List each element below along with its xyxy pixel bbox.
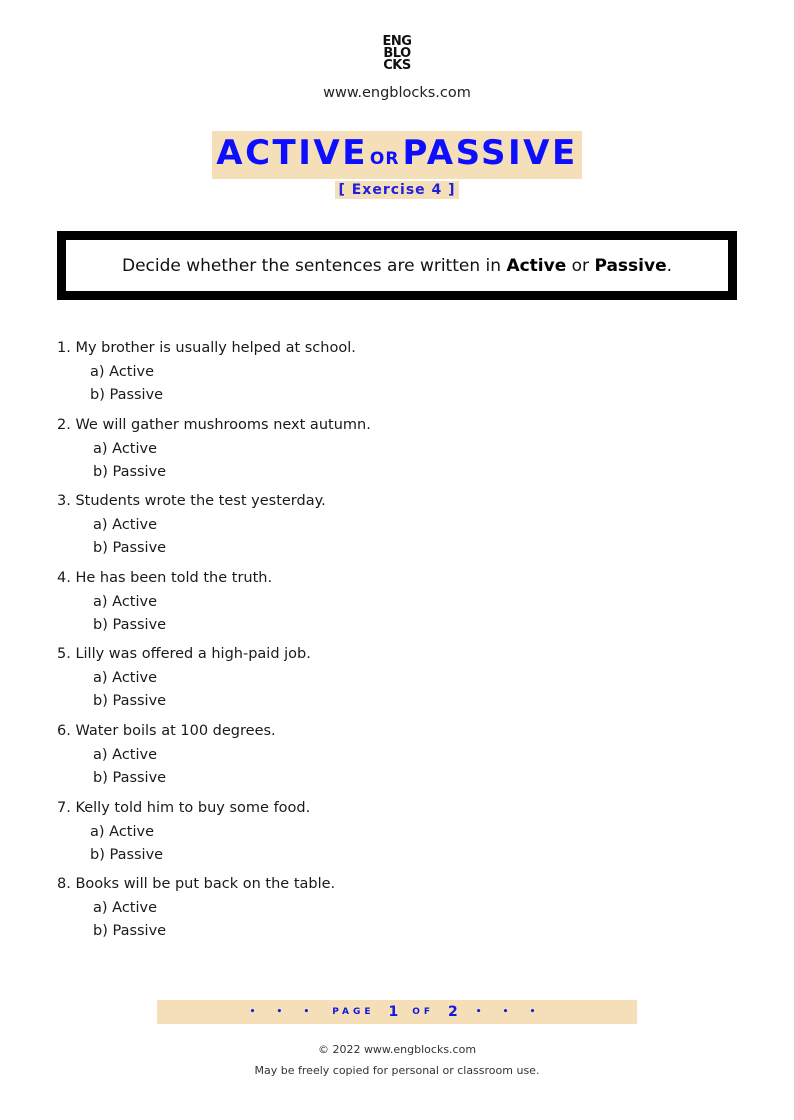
- question-item: [57, 339, 737, 416]
- logo-line-1: ENG: [382, 34, 412, 49]
- option-b[interactable]: b) Passive: [93, 693, 167, 710]
- page-current: 1: [388, 1004, 399, 1020]
- option-a[interactable]: a) Active: [93, 670, 158, 687]
- question-stem: 5. Lilly was offered a high-paid job.: [57, 646, 311, 663]
- option-b[interactable]: b) Passive: [90, 846, 164, 863]
- engblocks-logo: [0, 36, 794, 72]
- logo-line-3: CKS: [383, 58, 411, 73]
- title-connector-or: OR: [369, 149, 400, 169]
- question-item: [57, 569, 737, 646]
- question-stem: 8. Books will be put back on the table.: [57, 876, 336, 893]
- option-b[interactable]: b) Passive: [93, 616, 167, 633]
- instruction-text: [122, 256, 672, 276]
- instruction-suffix: .: [666, 255, 673, 276]
- question-list: [57, 339, 737, 952]
- site-url: www.engblocks.com: [323, 85, 471, 101]
- question-stem: 2. We will gather mushrooms next autumn.: [57, 416, 371, 433]
- title-word-passive: PASSIVE: [402, 133, 578, 173]
- instruction-term-passive: Passive: [594, 255, 667, 276]
- license-text: May be freely copied for personal or classroom use.: [254, 1064, 540, 1077]
- question-item: [57, 722, 737, 799]
- logo-line-2: BLO: [383, 46, 411, 61]
- instruction-middle: or: [566, 255, 595, 276]
- question-stem: 1. My brother is usually helped at school.: [57, 340, 356, 356]
- question-item: [57, 875, 737, 952]
- question-stem: 6. Water boils at 100 degrees.: [57, 722, 276, 739]
- option-b[interactable]: b) Passive: [93, 463, 167, 480]
- option-a[interactable]: a) Active: [93, 440, 158, 457]
- dots-right: • • •: [475, 1007, 545, 1017]
- page-indicator: [157, 1000, 637, 1024]
- option-a[interactable]: a) Active: [93, 593, 158, 610]
- option-b[interactable]: b) Passive: [93, 540, 167, 557]
- option-a[interactable]: a) Active: [93, 517, 158, 534]
- option-a[interactable]: a) Active: [90, 823, 155, 840]
- question-item: [57, 799, 737, 876]
- question-stem: 7. Kelly told him to buy some food.: [57, 799, 311, 816]
- subtitle-block: [0, 179, 794, 199]
- worksheet-title: [212, 131, 581, 179]
- question-item: [57, 492, 737, 569]
- question-item: [57, 645, 737, 722]
- question-stem: 3. Students wrote the test yesterday.: [57, 493, 326, 510]
- title-block: [0, 131, 794, 179]
- option-a[interactable]: a) Active: [93, 746, 158, 763]
- title-word-active: ACTIVE: [216, 133, 368, 173]
- instruction-prefix: Decide whether the sentences are written in: [121, 255, 507, 276]
- instruction-term-active: Active: [506, 255, 567, 276]
- instruction-box: [57, 231, 737, 300]
- option-a[interactable]: a) Active: [90, 364, 155, 380]
- dots-left: • • •: [249, 1007, 319, 1017]
- of-label: OF: [412, 1007, 435, 1017]
- page-total: 2: [448, 1004, 458, 1020]
- option-a[interactable]: a) Active: [93, 900, 158, 917]
- copyright-text: © 2022 www.engblocks.com: [317, 1043, 477, 1056]
- option-b[interactable]: b) Passive: [93, 769, 167, 786]
- question-item: [57, 416, 737, 493]
- question-stem: 4. He has been told the truth.: [57, 569, 273, 586]
- exercise-label: [ Exercise 4 ]: [335, 181, 458, 199]
- page-label: PAGE: [332, 1007, 375, 1017]
- option-b[interactable]: b) Passive: [93, 923, 167, 940]
- option-b[interactable]: b) Passive: [90, 387, 164, 403]
